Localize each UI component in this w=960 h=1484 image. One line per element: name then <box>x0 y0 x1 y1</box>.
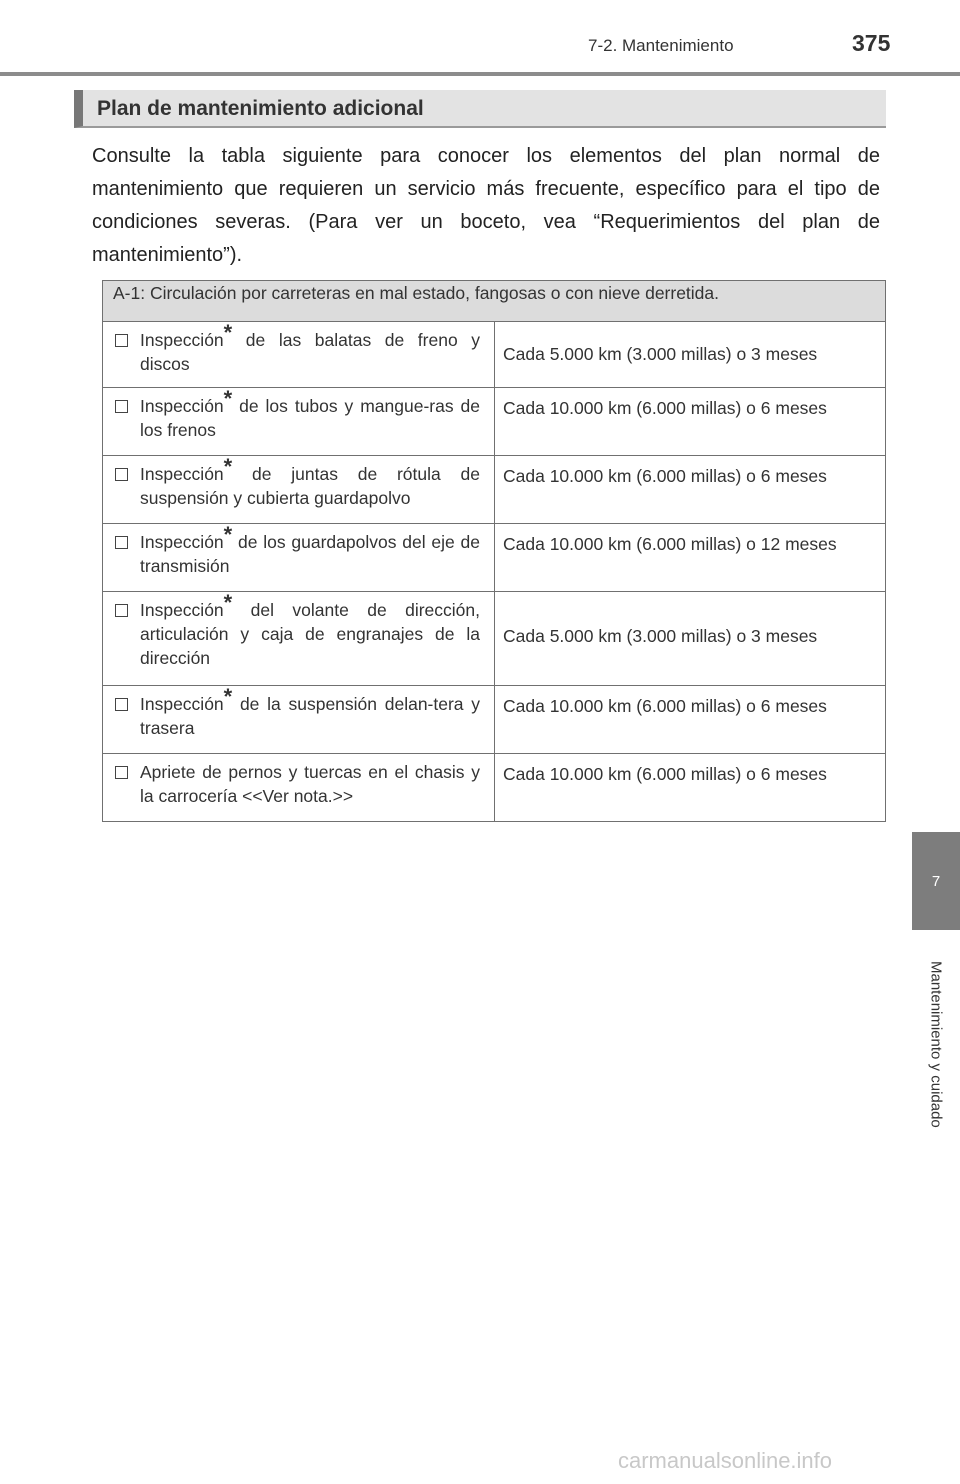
item-text: Apriete de pernos y tuercas en el chasis y la carrocería <<Ver nota.>> <box>140 762 480 806</box>
page-number: 375 <box>852 30 891 56</box>
table-row <box>103 388 886 456</box>
asterisk-icon: * <box>223 522 233 547</box>
intro-paragraph: Consulte la tabla siguiente para conocer los elementos del plan normal de mantenimiento que requieren un servicio más frecuente, específico para el tipo de condiciones severas. (Para ver un boceto, vea “Requerimientos del plan de mantenimiento”). <box>92 145 880 266</box>
interval-text: Cada 10.000 km (6.000 millas) o 6 meses <box>503 466 827 486</box>
table-heading: A-1: Circulación por carreteras en mal estado, fangosas o con nieve derretida. <box>103 281 886 322</box>
checkbox-icon <box>115 536 128 549</box>
checkbox-icon <box>115 468 128 481</box>
asterisk-icon: * <box>223 454 233 479</box>
interval-text: Cada 5.000 km (3.000 millas) o 3 meses <box>503 626 818 646</box>
checkbox-icon <box>115 766 128 779</box>
checkbox-icon <box>115 604 128 617</box>
item-text: Inspección* del volante de dirección, articulación y caja de engranajes de la dirección <box>140 590 480 668</box>
interval-text: Cada 10.000 km (6.000 millas) o 6 meses <box>503 398 827 418</box>
item-text: Inspección* de juntas de rótula de suspensión y cubierta guardapolvo <box>140 454 480 508</box>
table-row <box>103 524 886 592</box>
table-row <box>103 592 886 686</box>
watermark: carmanualsonline.info <box>618 1448 833 1473</box>
checkbox-icon <box>115 334 128 347</box>
checkbox-icon <box>115 400 128 413</box>
table-row <box>103 754 886 822</box>
interval-text: Cada 10.000 km (6.000 millas) o 12 meses <box>503 534 837 554</box>
checkbox-icon <box>115 698 128 711</box>
asterisk-icon: * <box>223 320 233 345</box>
table-row <box>103 686 886 754</box>
interval-text: Cada 10.000 km (6.000 millas) o 6 meses <box>503 764 827 784</box>
chapter-number: 7 <box>931 872 941 890</box>
chapter-title: Mantenimiento y cuidado <box>927 960 945 1128</box>
maintenance-table <box>102 280 886 822</box>
item-text: Inspección* de la suspensión delan-tera y trasera <box>140 684 480 738</box>
section-heading: Plan de mantenimiento adicional <box>74 90 886 128</box>
asterisk-icon: * <box>223 590 233 615</box>
table-heading-row <box>103 281 886 322</box>
asterisk-icon: * <box>223 386 233 411</box>
item-text: Inspección* de las balatas de freno y discos <box>140 320 480 374</box>
chapter-tab <box>912 832 960 930</box>
table-row <box>103 456 886 524</box>
header-divider <box>0 72 960 76</box>
interval-text: Cada 10.000 km (6.000 millas) o 6 meses <box>503 696 827 716</box>
header-section-title: 7-2. Mantenimiento <box>588 36 734 55</box>
item-text: Inspección* de los tubos y mangue-ras de los frenos <box>140 386 480 440</box>
chapter-side-label <box>925 938 947 1150</box>
item-text: Inspección* de los guardapolvos del eje de transmisión <box>140 522 480 576</box>
interval-text: Cada 5.000 km (3.000 millas) o 3 meses <box>503 344 818 364</box>
asterisk-icon: * <box>223 684 233 709</box>
table-row <box>103 322 886 388</box>
